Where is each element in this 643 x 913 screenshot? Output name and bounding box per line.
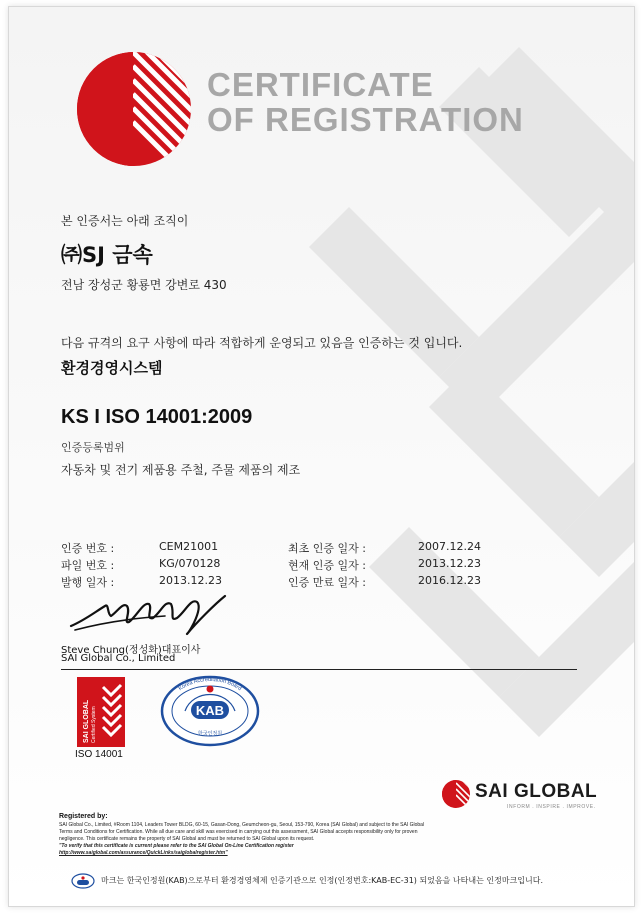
cert-number-value: CEM21001 [159, 540, 219, 553]
sai-global-small-logo-icon [441, 779, 471, 809]
iso-caption: ISO 14001 [75, 749, 123, 760]
checkmark-stripes-icon [101, 683, 123, 743]
company-name: ㈜SJ 금속 [61, 243, 153, 267]
file-number-value: KG/070128 [159, 557, 221, 570]
scope-text: 자동차 및 전기 제품용 주철, 주물 제품의 제조 [61, 463, 301, 477]
divider-line [61, 669, 577, 670]
signatory-name: Steve Chung(정성화)대표이사 [61, 645, 201, 656]
intro-text: 본 인증서는 아래 조직이 [61, 214, 189, 228]
kab-accreditation-note: 마크는 한국인정원(KAB)으로부터 환경경영체제 인증기관으로 인정(인정번호:KAB-EC-31) 되었음을 나타내는 인정마크입니다. [101, 876, 544, 885]
kab-small-mark-icon [71, 873, 95, 889]
expiry-date-row [288, 574, 508, 588]
sai-global-wordmark: SAI GLOBAL [475, 781, 598, 802]
badge-title: SAI GLOBAL [83, 699, 90, 743]
current-date-value: 2013.12.23 [418, 557, 481, 570]
conformity-statement: 다음 규격의 요구 사항에 따라 적합하게 운영되고 있음을 인증하는 것 입니다. [61, 336, 463, 350]
kab-ring-text: Korea Accreditation Board [177, 676, 243, 693]
certificate-sheet [8, 6, 635, 907]
issue-date-row [61, 574, 261, 588]
management-system: 환경경영시스템 [61, 359, 163, 377]
title-line-1: CERTIFICATE [207, 66, 434, 103]
badge-subtitle: Certified System [91, 706, 97, 743]
cert-number-row [61, 540, 261, 554]
title-line-2: OF REGISTRATION [207, 101, 524, 138]
original-date-label: 최초 인증 일자 : [288, 542, 366, 555]
cert-number-label: 인증 번호 : [61, 542, 115, 555]
signature [65, 590, 235, 640]
current-date-row [288, 557, 508, 571]
company-address: 전남 장성군 황룡면 강변로 430 [61, 278, 227, 292]
sai-global-tagline: INFORM . INSPIRE . IMPROVE. [507, 804, 596, 810]
current-date-label: 현재 인증 일자 : [288, 559, 366, 572]
expiry-date-label: 인증 만료 일자 : [288, 576, 366, 589]
sai-global-logo-icon [75, 50, 193, 168]
sai-certified-badge [77, 677, 125, 747]
issue-date-label: 발행 일자 : [61, 576, 115, 589]
original-date-value: 2007.12.24 [418, 540, 481, 553]
footer-line-1: SAI Global Co., Limited, #Room 1104, Leaders Tower BLDG, 60-15, Gasan-Dong, Geumcheon-gu, Seoul, 153-790, Korea (SAI Global) and subject to the SAI Global [59, 822, 425, 828]
kab-label: KAB [195, 703, 225, 718]
scope-label: 인증등록범위 [61, 441, 125, 454]
footer-line-4: "To verify that this certificate is current please refer to the SAI Global On-Line Certification register [59, 843, 294, 849]
certificate-title [207, 67, 524, 137]
file-number-label: 파일 번호 : [61, 559, 115, 572]
registered-by-label: Registered by: [59, 813, 108, 820]
footer-line-2: Terms and Conditions for Certification. While all due care and skill was exercised in carrying out this assessment, SAI Global accepts responsibility only for proven [59, 829, 418, 835]
expiry-date-value: 2016.12.23 [418, 574, 481, 587]
issue-date-value: 2013.12.23 [159, 574, 222, 587]
footer-line-3: negligence. This certificate remains the property of SAI Global and must be returned to SAI Global upon its request. [59, 836, 315, 842]
standard-code: KS I ISO 14001:2009 [61, 406, 253, 428]
kab-ring-bottom: 한국인정원 [197, 731, 223, 737]
signatory-organization: SAI Global Co., Limited [61, 653, 176, 664]
original-date-row [288, 540, 508, 554]
register-link[interactable]: http://www.saiglobal.com/assurance/QuickLinks/saiglobalregister.htm" [59, 850, 228, 856]
kab-accreditation-seal-icon [159, 675, 261, 747]
file-number-row [61, 557, 261, 571]
